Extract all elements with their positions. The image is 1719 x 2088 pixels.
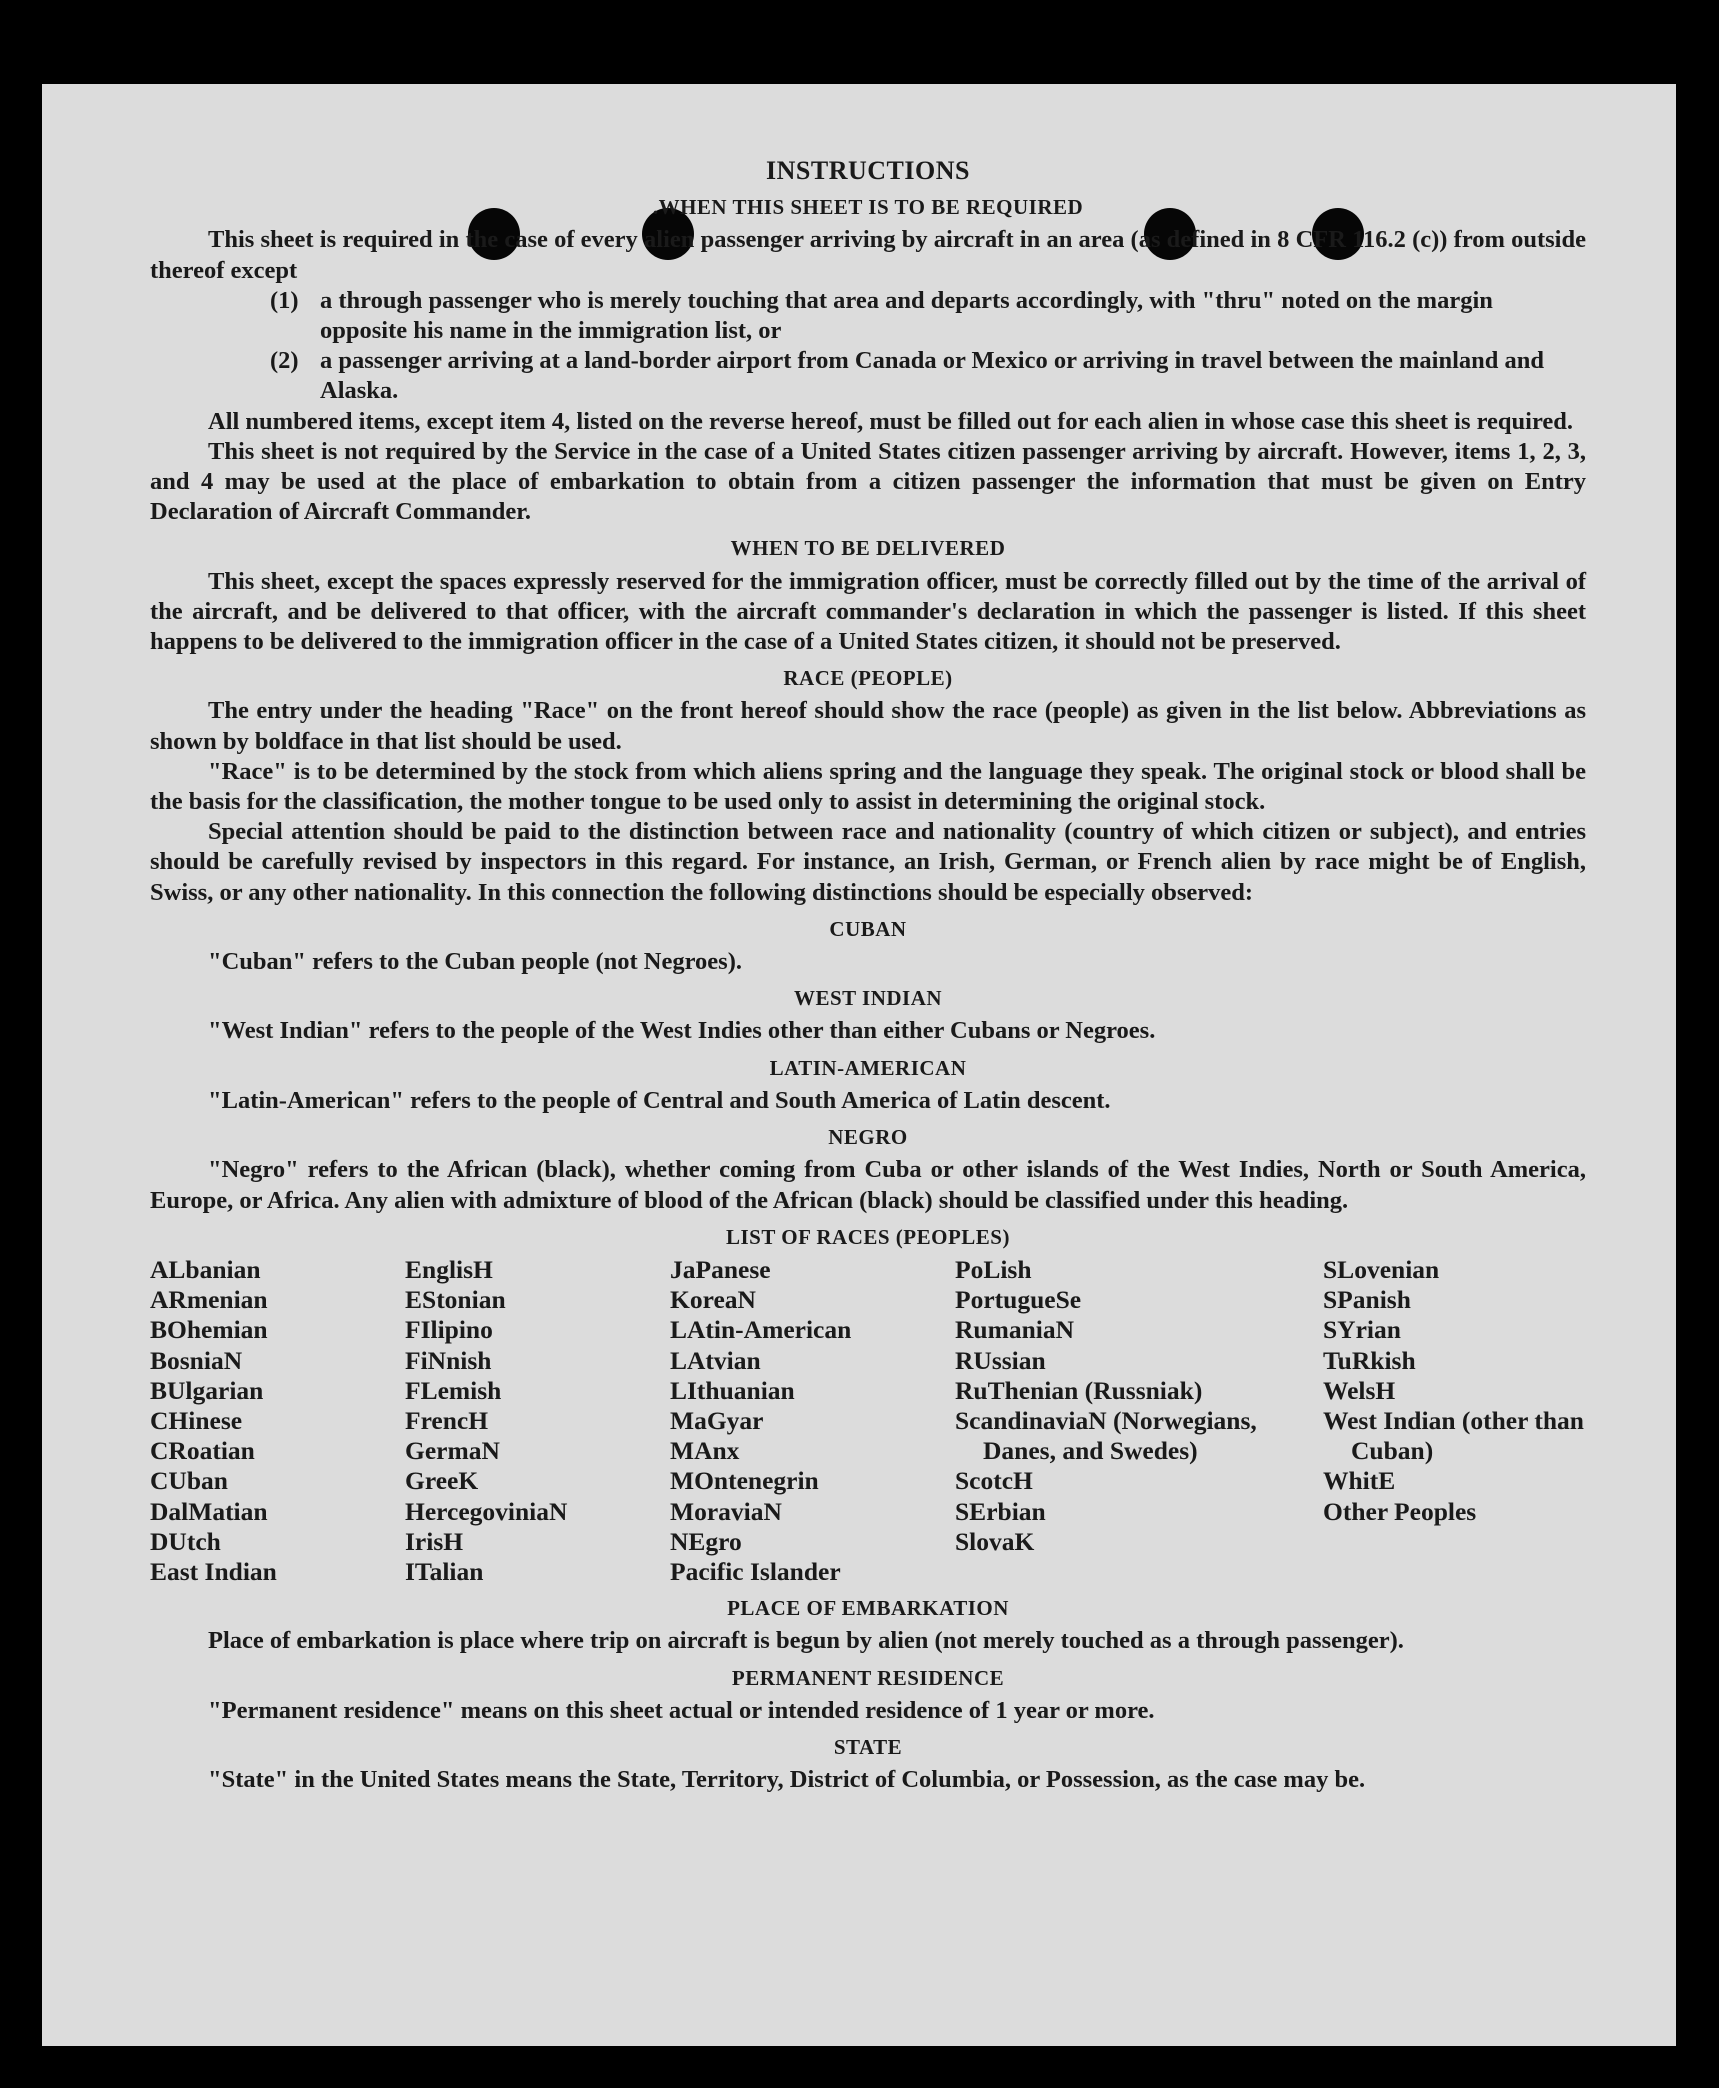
race-item: SPanish (1323, 1285, 1411, 1315)
race-item: FIlipino (405, 1315, 493, 1345)
race-item: West Indian (other than Cuban) (1323, 1405, 1584, 1466)
heading-embarkation: PLACE OF EMBARKATION (727, 1596, 1009, 1621)
race-item: EnglisH (405, 1254, 493, 1284)
heading-cuban: CUBAN (829, 916, 907, 941)
paragraph: Special attention should be paid to the distinction between race and nationality (country of which citizen or subject), and entries should be carefully revised by inspectors in this regard. For instance, an Irish, German, or French alien by race might be of English, Swiss, or any other nationality. In this connection the following distinctions should be especially observed: (150, 818, 1586, 906)
race-item: SLovenian (1323, 1254, 1440, 1284)
definition-latin-american: "Latin-American" refers to the people of Central and South America of Latin descent. (208, 1086, 1111, 1114)
race-item: BOhemian (150, 1315, 268, 1345)
race-item: SErbian (955, 1496, 1046, 1526)
race-item: RumaniaN (955, 1315, 1075, 1345)
race-item: EStonian (405, 1285, 506, 1315)
races-column (670, 1255, 955, 1587)
paragraph: All numbered items, except item 4, listed on the reverse hereof, must be filled out for each alien in whose case this sheet is required. (208, 407, 1574, 435)
race-item: Other Peoples (1323, 1496, 1477, 1526)
heading-residence: PERMANENT RESIDENCE (731, 1665, 1005, 1690)
race-item: FLemish (405, 1375, 502, 1405)
race-item: FrencH (405, 1405, 489, 1435)
race-item: GermaN (405, 1436, 500, 1466)
race-item: JaPanese (670, 1254, 771, 1284)
heading-race: RACE (PEOPLE) (783, 666, 953, 691)
heading-list-of-races: LIST OF RACES (PEOPLES) (726, 1224, 1010, 1249)
race-item: IrisH (405, 1526, 464, 1556)
heading-when-required: .WHEN THIS SHEET IS TO BE REQUIRED (652, 195, 1084, 220)
race-item: SYrian (1323, 1315, 1401, 1345)
race-item: Pacific Islander (670, 1556, 841, 1586)
race-item: BosniaN (150, 1345, 243, 1375)
exception-number: (1) (270, 286, 299, 314)
race-item: KoreaN (670, 1285, 756, 1315)
definition-cuban: "Cuban" refers to the Cuban people (not Negroes). (208, 948, 742, 976)
paragraph: This sheet is not required by the Service in the case of a United States citizen passenger arriving by aircraft. However, items 1, 2, 3, and 4 may be used at the place of embarkation to obtain from a citizen passenger the information that must be given on Entry Declaration of Aircraft Commander. (150, 437, 1586, 526)
race-item: ARmenian (150, 1285, 268, 1315)
heading-west-indian: WEST INDIAN (793, 986, 943, 1011)
heading-state: STATE (833, 1734, 903, 1759)
paragraph: "State" in the United States means the State, Territory, District of Columbia, or Possession, as the case may be. (208, 1766, 1366, 1794)
race-item: CUban (150, 1466, 228, 1496)
heading-latin-american: LATIN-AMERICAN (769, 1055, 967, 1080)
definition-west-indian: "West Indian" refers to the people of the West Indies other than either Cubans or Negroes. (208, 1017, 1156, 1045)
paragraph: Place of embarkation is place where trip on aircraft is begun by alien (not merely touched as a through passenger). (208, 1627, 1404, 1655)
paragraph: "Race" is to be determined by the stock from which aliens spring and the language they speak. The original stock or blood shall be the basis for the classification, the mother tongue to be used only to assist in determining the original stock. (150, 757, 1586, 816)
race-item: FiNnish (405, 1345, 492, 1375)
race-item: PortugueSe (955, 1285, 1082, 1315)
race-item: WelsH (1323, 1375, 1396, 1405)
race-item: TuRkish (1323, 1345, 1416, 1375)
race-item: LAtvian (670, 1345, 761, 1375)
paragraph: This sheet, except the spaces expressly reserved for the immigration officer, must be correctly filled out by the time of the arrival of the aircraft, and be delivered to that officer, with the aircraft commander's declaration in which the passenger is listed. If this sheet happens to be delivered to the immigration officer in the case of a United States citizen, it should not be preserved. (150, 567, 1586, 656)
race-item: ALbanian (150, 1254, 261, 1284)
race-item: CHinese (150, 1405, 243, 1435)
race-item: NEgro (670, 1526, 742, 1556)
race-item: MOntenegrin (670, 1466, 819, 1496)
race-item: MAnx (670, 1436, 740, 1466)
race-item: DalMatian (150, 1496, 268, 1526)
race-item: MaGyar (670, 1405, 764, 1435)
race-item: LAtin-American (670, 1315, 852, 1345)
race-item: RuThenian (Russniak) (955, 1375, 1203, 1405)
race-item: East Indian (150, 1556, 277, 1586)
exception-number: (2) (270, 347, 299, 375)
exception-text: a through passenger who is merely touching that area and departs accordingly, with "thru" noted on the margin opposite his name in the immigration list, or (320, 286, 1493, 345)
race-item: ScotcH (955, 1466, 1033, 1496)
instructions-text (150, 156, 1586, 1795)
exception-item (150, 346, 1586, 406)
races-column (405, 1255, 670, 1587)
races-list (150, 1255, 1586, 1587)
race-item: BUlgarian (150, 1375, 264, 1405)
race-item: SlovaK (955, 1526, 1035, 1556)
race-item: ITalian (405, 1556, 484, 1586)
races-column (150, 1255, 405, 1587)
heading-when-delivered: WHEN TO BE DELIVERED (730, 536, 1006, 561)
race-item: WhitE (1323, 1466, 1396, 1496)
page-title: INSTRUCTIONS (766, 156, 970, 185)
race-item: LIthuanian (670, 1375, 795, 1405)
paragraph: This sheet is required in the case of every alien passenger arriving by aircraft in an area (as defined in 8 CFR 116.2 (c)) from outside thereof except (150, 226, 1586, 284)
exception-text: a passenger arriving at a land-border airport from Canada or Mexico or arriving in travel between the mainland and Alaska. (320, 347, 1545, 405)
race-item: GreeK (405, 1466, 479, 1496)
race-item: DUtch (150, 1526, 221, 1556)
race-item: HercegoviniaN (405, 1496, 568, 1526)
paragraph: "Permanent residence" means on this sheet actual or intended residence of 1 year or more. (208, 1696, 1155, 1724)
race-item: ScandinaviaN (Norwegians, Danes, and Swedes) (955, 1405, 1257, 1466)
races-column (955, 1255, 1323, 1587)
races-column (1323, 1255, 1586, 1587)
race-item: PoLish (955, 1254, 1032, 1284)
heading-negro: NEGRO (828, 1125, 908, 1150)
race-item: RUssian (955, 1345, 1046, 1375)
race-item: CRoatian (150, 1436, 255, 1466)
paragraph: The entry under the heading "Race" on the front hereof should show the race (people) as given in the list below. Abbreviations as shown by boldface in that list should be used. (150, 697, 1586, 755)
definition-negro: "Negro" refers to the African (black), whether coming from Cuba or other islands of the West Indies, North or South America, Europe, or Africa. Any alien with admixture of blood of the African (black) should be classified under this heading. (150, 1156, 1586, 1214)
exception-item (150, 286, 1586, 346)
race-item: MoraviaN (670, 1496, 782, 1526)
